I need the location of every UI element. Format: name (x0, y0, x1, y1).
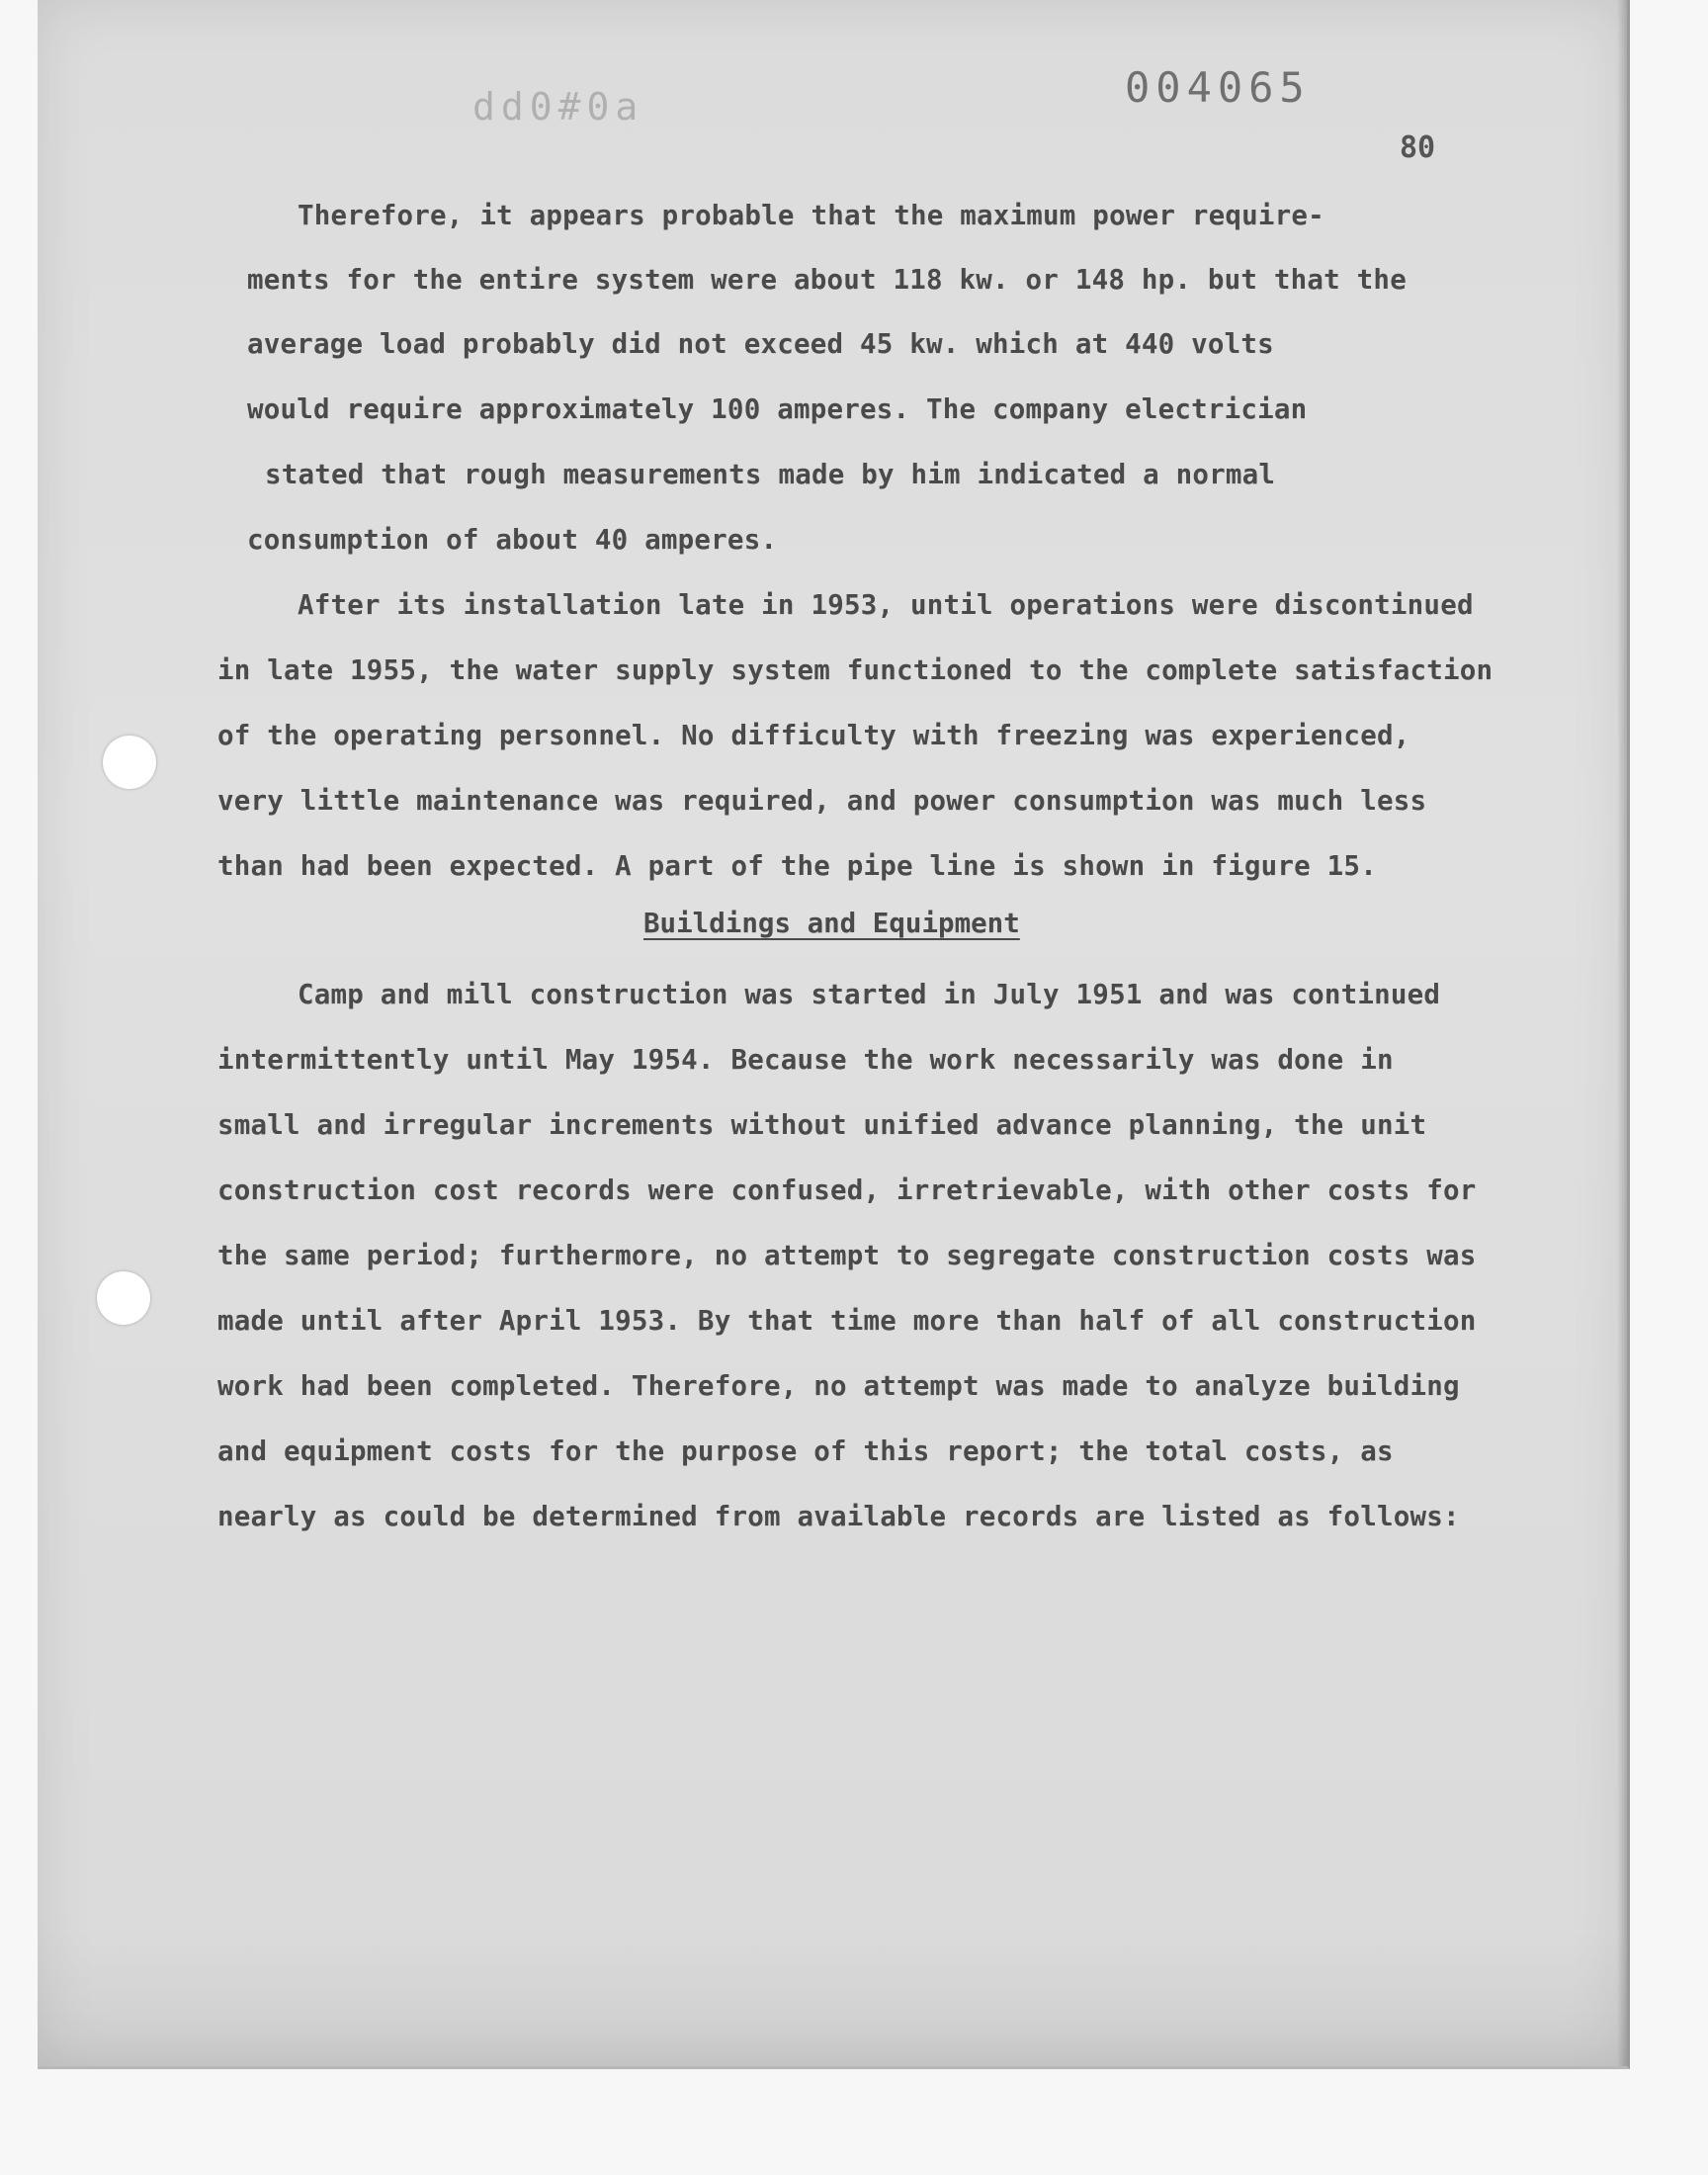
paragraph-1-line: ments for the entire system were about 118 kw. or 148 hp. but that the (247, 264, 1407, 296)
scanned-page (38, 0, 1630, 2069)
paragraph-3-line: intermittently until May 1954. Because the work necessarily was done in (217, 1044, 1394, 1076)
paragraph-1-line: Therefore, it appears probable that the maximum power require- (298, 200, 1324, 231)
punch-hole-upper (103, 736, 156, 789)
paragraph-3-line: Camp and mill construction was started in July 1951 and was continued (298, 979, 1441, 1010)
paragraph-3-line: and equipment costs for the purpose of this report; the total costs, as (217, 1436, 1394, 1467)
paragraph-3-line: construction cost records were confused, irretrievable, with other costs for (217, 1174, 1477, 1206)
paragraph-1-line: would require approximately 100 amperes. The company electrician (247, 393, 1308, 425)
paragraph-2-line: very little maintenance was required, and power consumption was much less (217, 785, 1427, 817)
paragraph-2-line: than had been expected. A part of the pipe line is shown in figure 15. (217, 850, 1377, 882)
paragraph-2-line: of the operating personnel. No difficulty with freezing was experienced, (217, 720, 1410, 751)
page-bottom-shade (38, 1928, 1627, 2066)
paragraph-2-line: After its installation late in 1953, until operations were discontinued (298, 589, 1474, 621)
paragraph-3-line: work had been completed. Therefore, no attempt was made to analyze building (217, 1370, 1460, 1402)
paragraph-3-line: the same period; furthermore, no attempt to segregate construction costs was (217, 1240, 1477, 1271)
page-number: 80 (1400, 130, 1436, 165)
document-number-stamp: 004065 (1125, 63, 1311, 112)
paragraph-2-line: in late 1955, the water supply system functioned to the complete satisfaction (217, 654, 1494, 686)
paragraph-1-line: consumption of about 40 amperes. (247, 524, 778, 556)
page-edge-shadow (1617, 0, 1627, 2066)
paragraph-3-line: small and irregular increments without unified advance planning, the unit (217, 1109, 1427, 1141)
section-heading: Buildings and Equipment (643, 908, 1020, 939)
paragraph-1-line: average load probably did not exceed 45 kw. which at 440 volts (247, 328, 1274, 360)
punch-hole-lower (97, 1271, 150, 1325)
faint-stamp-number: dd0#0a (472, 85, 644, 129)
paragraph-3-line: made until after April 1953. By that time more than half of all construction (217, 1305, 1477, 1337)
paragraph-3-line: nearly as could be determined from available records are listed as follows: (217, 1501, 1460, 1532)
paragraph-1-line: stated that rough measurements made by him indicated a normal (265, 459, 1276, 490)
